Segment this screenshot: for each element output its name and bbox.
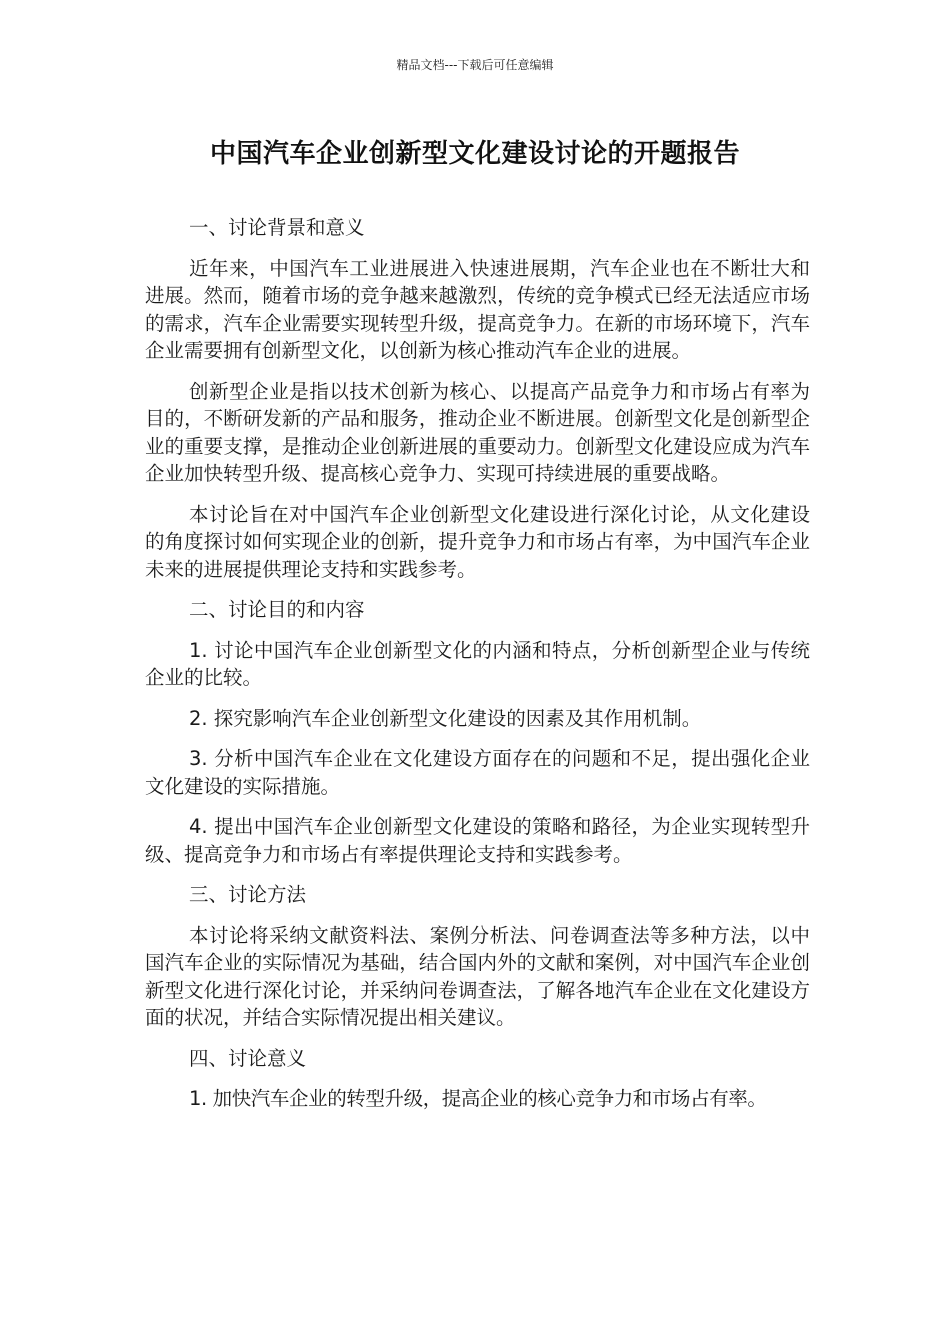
document-title: 中国汽车企业创新型文化建设讨论的开题报告 [209,139,740,169]
list-item: 1. 加快汽车企业的转型升级，提高企业的核心竞争力和市场占有率。 [189,1087,767,1110]
paragraph: 本讨论将采纳文献资料法、案例分析法、问卷调查法等多种方法，以中国汽车企业的实际情况为基础，结合国内外的文献和案例，对中国汽车企业创新型文化进行深化讨论，并采纳问卷调查法，了解各地汽车企业在文化建设方面的状况，并结合实际情况提出相关建议。 [145,923,810,1029]
list-item: 4. 提出中国汽车企业创新型文化建设的策略和路径，为企业实现转型升级、提高竞争力和市场占有率提供理论支持和实践参考。 [145,815,810,866]
document-body [145,214,810,1126]
paragraph: 近年来，中国汽车工业进展进入快速进展期，汽车企业也在不断壮大和进展。然而，随着市场的竞争越来越激烈，传统的竞争模式已经无法适应市场的需求，汽车企业需要实现转型升级，提高竞争力。在新的市场环境下，汽车企业需要拥有创新型文化，以创新为核心推动汽车企业的进展。 [145,256,810,362]
list-item: 1. 讨论中国汽车企业创新型文化的内涵和特点，分析创新型企业与传统企业的比较。 [145,638,810,689]
section-heading-objectives: 二、讨论目的和内容 [189,598,365,621]
section-heading-significance: 四、讨论意义 [189,1046,307,1070]
paragraph: 创新型企业是指以技术创新为核心、以提高产品竞争力和市场占有率为目的，不断研发新的产品和服务，推动企业不断进展。创新型文化是创新型企业的重要支撑，是推动企业创新进展的重要动力。创新型文化建设应成为汽车企业加快转型升级、提高核心竞争力、实现可持续进展的重要战略。 [145,379,810,485]
section-heading-methods: 三、讨论方法 [189,883,307,906]
section-heading-background: 一、讨论背景和意义 [189,216,365,239]
list-item: 2. 探究影响汽车企业创新型文化建设的因素及其作用机制。 [189,706,702,730]
header-note: 精品文档---下载后可任意编辑 [396,58,554,72]
list-item: 3. 分析中国汽车企业在文化建设方面存在的问题和不足，提出强化企业文化建设的实际措施。 [145,747,810,798]
paragraph: 本讨论旨在对中国汽车企业创新型文化建设进行深化讨论，从文化建设的角度探讨如何实现企业的创新，提升竞争力和市场占有率，为中国汽车企业未来的进展提供理论支持和实践参考。 [145,502,810,581]
